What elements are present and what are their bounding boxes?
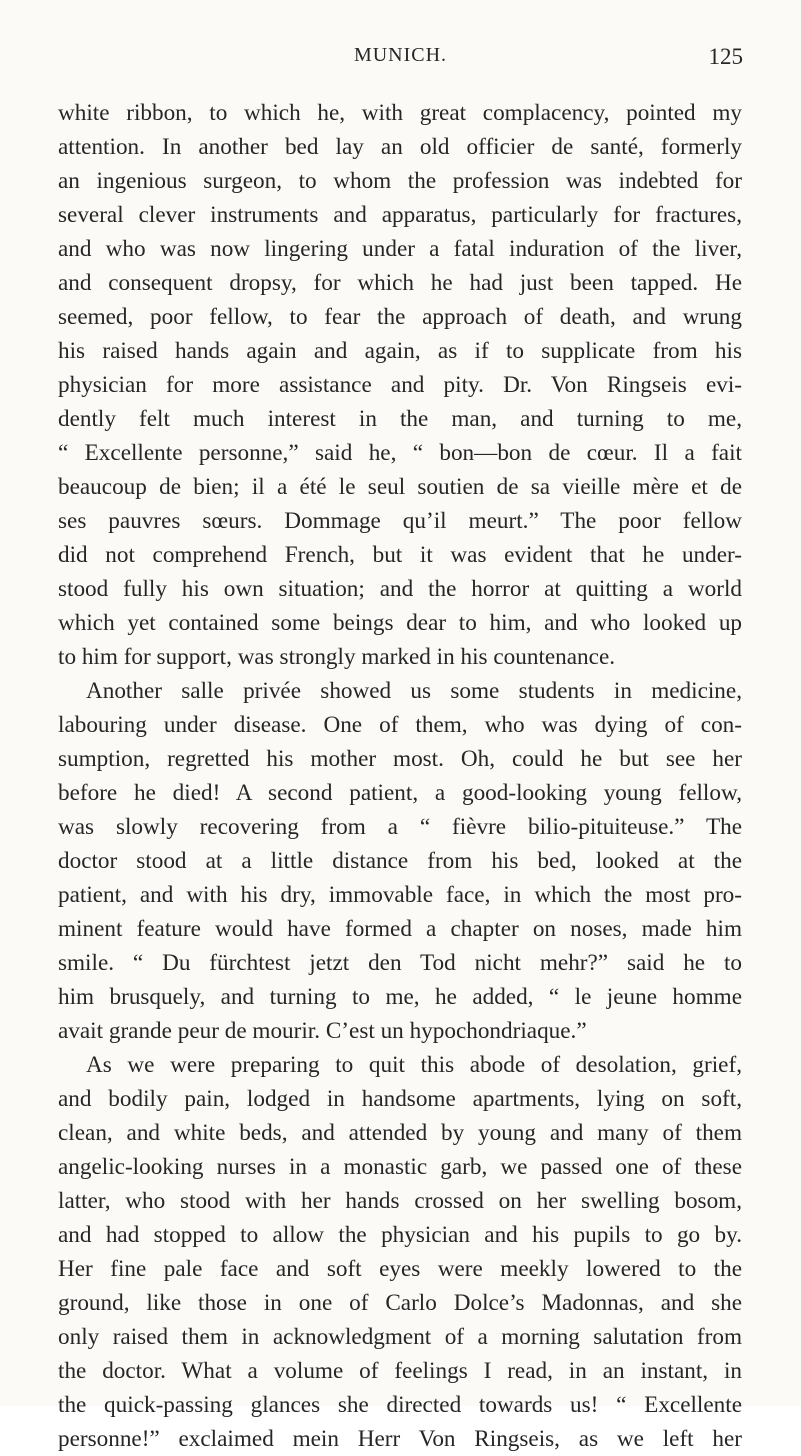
text-line: several clever instruments and apparatus, particularly for fractures, xyxy=(58,202,742,228)
text-line: his raised hands again and again, as if to supplicate from his xyxy=(58,338,742,364)
text-line: and who was now lingering under a fatal induration of the liver, xyxy=(58,236,742,262)
text-line: angelic-looking nurses in a monastic garb, we passed one of these xyxy=(58,1154,742,1180)
text-line: which yet contained some beings dear to him, and who looked up xyxy=(58,610,742,636)
text-line: the quick-passing glances she directed towards us! “ Excellente xyxy=(58,1392,742,1418)
text-line: and bodily pain, lodged in handsome apartments, lying on soft, xyxy=(58,1086,742,1112)
text-line: labouring under disease. One of them, who was dying of con- xyxy=(58,712,742,738)
text-line: him brusquely, and turning to me, he added, “ le jeune homme xyxy=(58,984,742,1010)
body-text xyxy=(58,96,742,1456)
text-line: doctor stood at a little distance from his bed, looked at the xyxy=(58,848,742,874)
text-line: to him for support, was strongly marked in his countenance. xyxy=(58,644,616,670)
text-line: As we were preparing to quit this abode of desolation, grief, xyxy=(86,1052,742,1078)
text-line: minent feature would have formed a chapter on noses, made him xyxy=(58,916,742,942)
running-head xyxy=(58,44,743,74)
text-line: dently felt much interest in the man, and turning to me, xyxy=(58,406,742,432)
text-line: was slowly recovering from a “ fièvre bilio-pituiteuse.” The xyxy=(58,814,742,840)
text-line: attention. In another bed lay an old officier de santé, formerly xyxy=(58,134,742,160)
text-line: patient, and with his dry, immovable face, in which the most pro- xyxy=(58,882,742,908)
text-line: an ingenious surgeon, to whom the profession was indebted for xyxy=(58,168,742,194)
text-line: stood fully his own situation; and the horror at quitting a world xyxy=(58,576,742,602)
text-line: ses pauvres sœurs. Dommage qu’il meurt.” The poor fellow xyxy=(58,508,742,534)
text-line: avait grande peur de mourir. C’est un hypochondriaque.” xyxy=(58,1018,587,1044)
text-line: ground, like those in one of Carlo Dolce’s Madonnas, and she xyxy=(58,1290,742,1316)
text-line: beaucoup de bien; il a été le seul soutien de sa vieille mère et de xyxy=(58,474,742,500)
text-line: seemed, poor fellow, to fear the approach of death, and wrung xyxy=(58,304,742,330)
text-line: clean, and white beds, and attended by young and many of them xyxy=(58,1120,742,1146)
text-line: and had stopped to allow the physician and his pupils to go by. xyxy=(58,1222,742,1248)
text-line: and consequent dropsy, for which he had just been tapped. He xyxy=(58,270,742,296)
text-line: sumption, regretted his mother most. Oh, could he but see her xyxy=(58,746,742,772)
text-line: Her fine pale face and soft eyes were meekly lowered to the xyxy=(58,1256,742,1282)
text-line: the doctor. What a volume of feelings I read, in an instant, in xyxy=(58,1358,742,1384)
text-line: only raised them in acknowledgment of a morning salutation from xyxy=(58,1324,742,1350)
running-title: MUNICH. xyxy=(353,44,448,66)
text-line: did not comprehend French, but it was evident that he under- xyxy=(58,542,742,568)
text-line: Another salle privée showed us some students in medicine, xyxy=(86,678,742,704)
text-line: “ Excellente personne,” said he, “ bon—bon de cœur. Il a fait xyxy=(58,440,742,466)
text-line: physician for more assistance and pity. Dr. Von Ringseis evi- xyxy=(58,372,742,398)
text-line: before he died! A second patient, a good-looking young fellow, xyxy=(58,780,742,806)
text-line: white ribbon, to which he, with great complacency, pointed my xyxy=(58,100,742,126)
page-number: 125 xyxy=(708,44,743,69)
text-line: personne!” exclaimed mein Herr Von Ringseis, as we left her xyxy=(58,1426,742,1452)
text-line: latter, who stood with her hands crossed on her swelling bosom, xyxy=(58,1188,742,1214)
text-line: smile. “ Du fürchtest jetzt den Tod nicht mehr?” said he to xyxy=(58,950,742,976)
